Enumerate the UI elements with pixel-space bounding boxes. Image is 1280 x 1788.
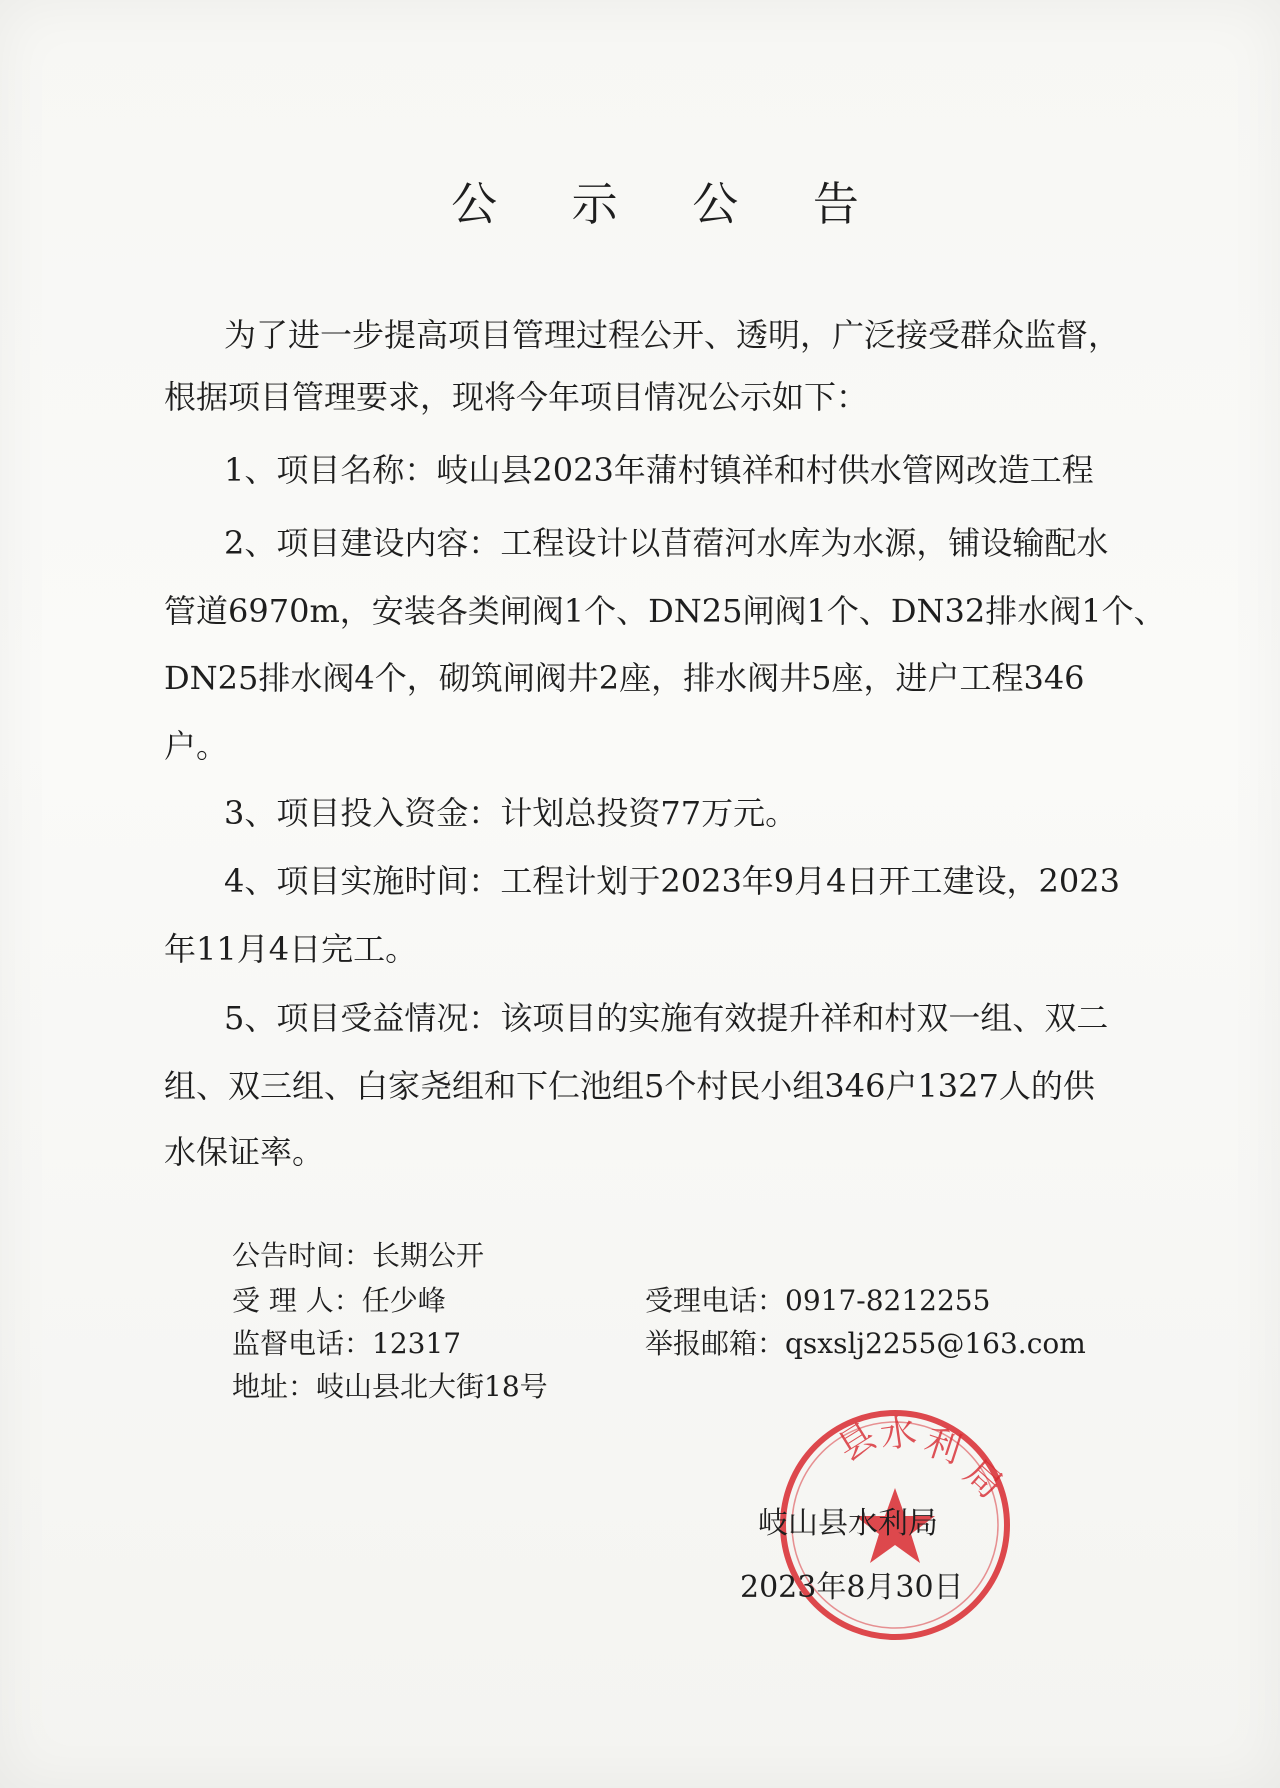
- item-2-content-line-3: DN25排水阀4个，砌筑闸阀井2座，排水阀井5座，进户工程346: [164, 659, 1085, 697]
- signature-date: 2023年8月30日: [740, 1570, 964, 1605]
- item-2-content-line-4: 户。: [164, 727, 229, 765]
- item-2-content-line-2: 管道6970m，安装各类闸阀1个、DN25闸阀1个、DN32排水阀1个、: [164, 592, 1166, 630]
- handler: 受 理 人：任少峰: [232, 1284, 446, 1317]
- item-5-benefit-line-1: 5、项目受益情况：该项目的实施有效提升祥和村双一组、双二: [224, 999, 1109, 1037]
- item-5-benefit-line-2: 组、双三组、白家尧组和下仁池组5个村民小组346户1327人的供: [164, 1067, 1095, 1105]
- intro-line-1: 为了进一步提高项目管理过程公开、透明，广泛接受群众监督，: [224, 316, 1121, 354]
- item-5-benefit-line-3: 水保证率。: [164, 1133, 325, 1171]
- svg-text:局: 局: [955, 1452, 1011, 1507]
- supervise-phone: 监督电话：12317: [232, 1327, 462, 1360]
- svg-text:利: 利: [919, 1421, 967, 1472]
- announce-time: 公告时间：长期公开: [232, 1239, 485, 1272]
- item-1-project-name: 1、项目名称：岐山县2023年蒲村镇祥和村供水管网改造工程: [224, 451, 1094, 489]
- signature-org: 岐山县水利局: [758, 1506, 938, 1541]
- document-title: 公 示 公 告: [451, 177, 889, 231]
- svg-text:县: 县: [831, 1415, 884, 1470]
- address: 地址：岐山县北大街18号: [232, 1370, 548, 1403]
- item-3-funding: 3、项目投入资金：计划总投资77万元。: [224, 794, 798, 832]
- item-4-time-line-1: 4、项目实施时间：工程计划于2023年9月4日开工建设，2023: [224, 862, 1120, 900]
- report-email: 举报邮箱：qsxslj2255@163.com: [645, 1327, 1086, 1360]
- svg-text:水: 水: [877, 1411, 919, 1457]
- item-4-time-line-2: 年11月4日完工。: [164, 930, 418, 968]
- item-2-content-line-1: 2、项目建设内容：工程设计以苜蓿河水库为水源，铺设输配水: [224, 524, 1109, 562]
- intro-line-2: 根据项目管理要求，现将今年项目情况公示如下：: [164, 378, 869, 416]
- hotline: 受理电话：0917-8212255: [645, 1284, 991, 1317]
